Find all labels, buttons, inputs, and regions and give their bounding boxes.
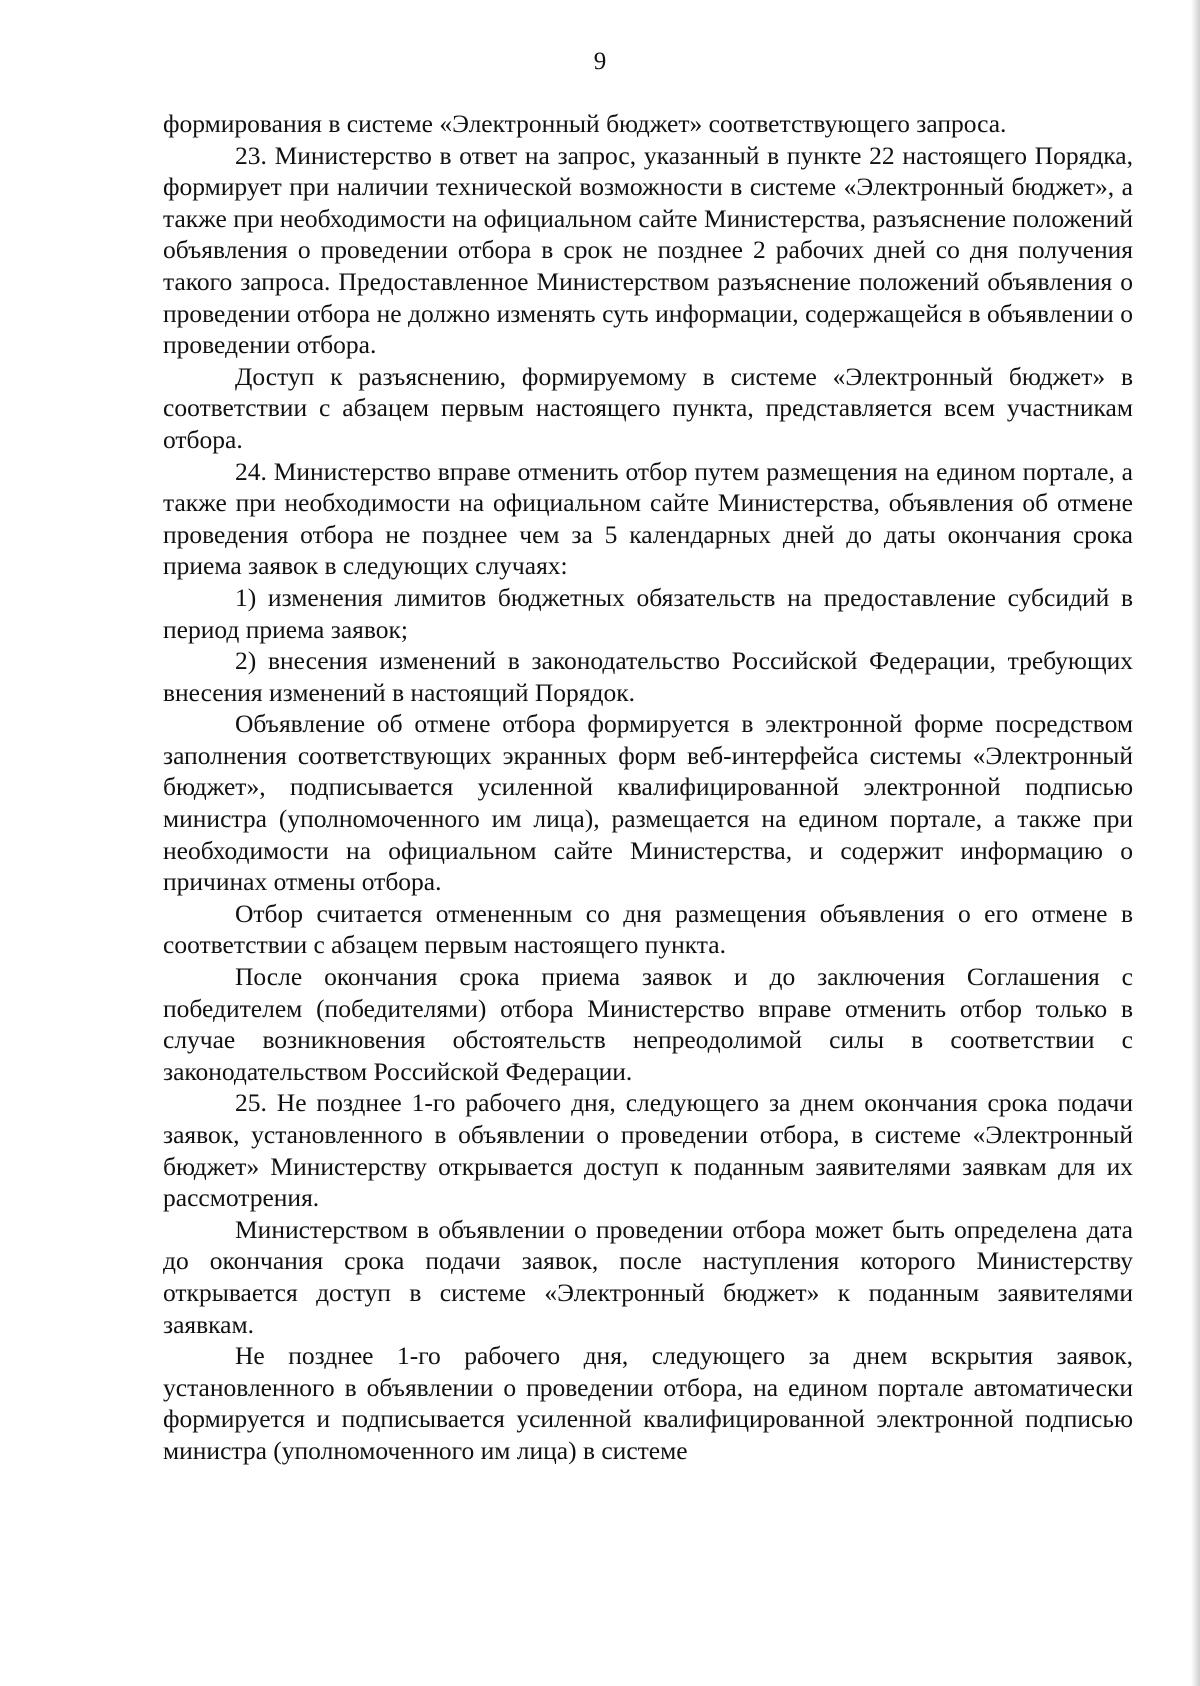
paragraph-item-23: 23. Министерство в ответ на запрос, указанный в пункте 22 настоящего Порядка, формирует при наличии технической возможности в системе «Электронный бюджет», а также при необходимости на официальном сайте Министерства, разъяснение положений объявления о проведении отбора в срок не позднее 2 рабочих дней со дня получения такого запроса. Предоставленное Министерством разъяснение положений объявления о проведении отбора не должно изменять суть информации, содержащейся в объявлении о проведении отбора.: [163, 140, 1133, 360]
paragraph-case-1: 1) изменения лимитов бюджетных обязательств на предоставление субсидий в период приема заявок;: [163, 582, 1133, 644]
scan-edge-shadow: [1191, 0, 1200, 1686]
paragraph-case-2: 2) внесения изменений в законодательство Российской Федерации, требующих внесения изменений в настоящий Порядок.: [163, 646, 1133, 707]
paragraph-cancel-effective: Отбор считается отмененным со дня размещения объявления о его отмене в соответствии с абзацем первым настоящего пункта.: [163, 898, 1133, 960]
paragraph-continuation: формирования в системе «Электронный бюджет» соответствующего запроса.: [163, 109, 1007, 138]
paragraph-access-clarification: Доступ к разъяснению, формируемому в системе «Электронный бюджет» в соответствии с абзацем первым настоящего пункта, представляется всем участникам отбора.: [163, 361, 1133, 454]
document-body: [163, 108, 1133, 1467]
paragraph-item-25: 25. Не позднее 1-го рабочего дня, следующего за днем окончания срока подачи заявок, установленного в объявлении о проведении отбора, в системе «Электронный бюджет» Министерству открывается доступ к поданным заявителями заявкам для их рассмотрения.: [163, 1088, 1133, 1213]
paragraph-access-date: Министерством в объявлении о проведении отбора может быть определена дата до окончания срока подачи заявок, после наступления которого Министерству открывается доступ в системе «Электронный бюджет» к поданным заявителями заявкам.: [163, 1214, 1133, 1339]
paragraph-item-24: 24. Министерство вправе отменить отбор путем размещения на едином портале, а также при необходимости на официальном сайте Министерства, объявления об отмене проведения отбора не позднее чем за 5 календарных дней до даты окончания срока приема заявок в следующих случаях:: [163, 456, 1133, 581]
page-number: 9: [593, 48, 607, 75]
paragraph-force-majeure: После окончания срока приема заявок и до заключения Соглашения с победителем (победителями) отбора Министерство вправе отменить отбор только в случае возникновения обстоятельств непреодолимой силы в соответствии с законодательством Российской Федерации.: [163, 962, 1133, 1086]
paragraph-opening-protocol: Не позднее 1-го рабочего дня, следующего за днем вскрытия заявок, установленного в объявлении о проведении отбора, на едином портале автоматически формируется и подписывается усиленной квалифицированной электронной подписью министра (уполномоченного им лица) в системе: [163, 1341, 1133, 1465]
paragraph-cancel-announcement: Объявление об отмене отбора формируется в электронной форме посредством заполнения соответствующих экранных форм веб-интерфейса системы «Электронный бюджет», подписывается усиленной квалифицированной электронной подписью министра (уполномоченного им лица), размещается на едином портале, а также при необходимости на официальном сайте Министерства, и содержит информацию о причинах отмены отбора.: [163, 709, 1133, 897]
